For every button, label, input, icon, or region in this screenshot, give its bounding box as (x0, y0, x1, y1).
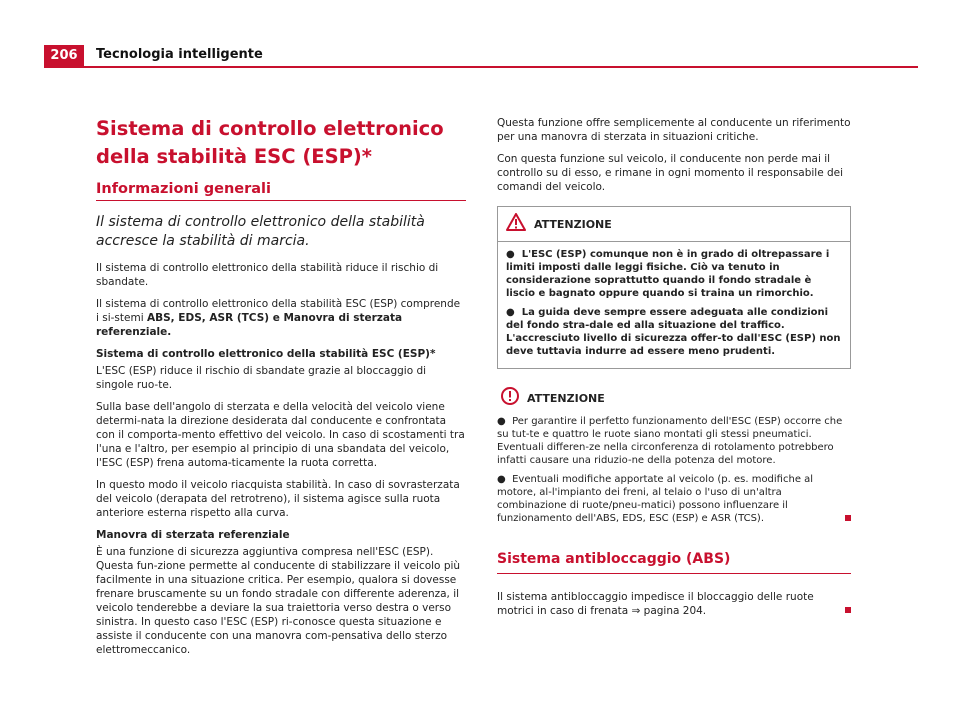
caution-item: ● Per garantire il perfetto funzionamento dell'ESC (ESP) occorre che su tut-te e quattro le ruote siano montati gli stessi pneumatici. Eventuali differen-ze nella circonferenza di rotolamento potrebbero infatti causare una riduzio-ne della potenza del motore. (497, 416, 843, 466)
caution-header (497, 387, 851, 409)
chapter-title: Sistema di controllo elettronico della stabilità ESC (ESP)* (96, 117, 444, 168)
warning-box (497, 206, 851, 369)
paragraph: Sulla base dell'angolo di sterzata e della velocità del veicolo viene determi-nata la direzione desiderata dal conducente e confrontata con il comporta-mento effettivo del veicolo. In caso di scostamenti tra l'una e l'altro, per esempio al principio di una sbandata del veicolo, l'ESC (ESP) frena automa-ticamente la ruota corretta. (96, 401, 465, 469)
warning-header (498, 207, 850, 242)
paragraph: È una funzione di sicurezza aggiuntiva compresa nell'ESC (ESP). Questa fun-zione permette al conducente di stabilizzare il veicolo più facilmente in una situazione critica. Per esempio, qualora si dovesse frenare bruscamente su un fondo stradale con differente aderenza, il veicolo tenderebbe a deviare la sua traiettoria verso destra o verso sinistra. In questo caso l'ESC (ESP) ri-conosce questa situazione e assiste il conducente con una manovra com-pensativa dello sterzo elettromeccanico. (96, 546, 461, 656)
header-rule (44, 66, 918, 68)
paragraph: Il sistema antibloccaggio impedisce il bloccaggio delle ruote motrici in caso di frenata ⇒ pagina 204. (497, 590, 851, 618)
section-heading: Informazioni generali (96, 181, 466, 201)
warning-triangle-icon (506, 213, 526, 235)
section-end-marker (845, 515, 851, 521)
warning-item: ● L'ESC (ESP) comunque non è in grado di oltrepassare i limiti imposti dalle leggi fisiche. Ciò va tenuto in considerazione soprattutto quando il fondo stradale è liscio e bagnato oppure quando si traina un rimorchio. (506, 249, 830, 299)
running-header-title: Tecnologia intelligente (96, 47, 263, 62)
page-number: 206 (44, 45, 84, 67)
paragraph: Il sistema di controllo elettronico della stabilità ESC (ESP) comprende i si-stemi ABS, EDS, ASR (TCS) e Manovra di sterzata referenziale. (96, 298, 461, 338)
paragraph: Questa funzione offre semplicemente al conducente un riferimento per una manovra di sterzata in situazioni critiche. (497, 117, 851, 143)
warning-title: ATTENZIONE (534, 217, 612, 231)
abs-section-heading: Sistema antibloccaggio (ABS) (497, 551, 851, 574)
caution-circle-icon (501, 387, 519, 409)
paragraph: L'ESC (ESP) riduce il rischio di sbandate grazie al bloccaggio di singole ruo-te. (96, 365, 427, 391)
right-column (497, 116, 851, 626)
warning-body (498, 242, 850, 368)
paragraph: Il sistema di controllo elettronico della stabilità riduce il rischio di sbandate. (96, 262, 439, 288)
subheading: Sistema di controllo elettronico della stabilità ESC (ESP)* (96, 348, 436, 360)
warning-item: ● La guida deve sempre essere adeguata alle condizioni del fondo stra-dale ed alla situazione del traffico. L'accresciuto livello di sicurezza offer-to dall'ESC (ESP) non deve tuttavia indurre ad essere meno prudenti. (506, 307, 841, 357)
caution-item: ● Eventuali modifiche apportate al veicolo (p. es. modifiche al motore, al-l'impianto dei freni, al telaio o l'uso di un'altra combinazione di ruote/pneu-matici) possono influenzare il funzionamento dell'ABS, EDS, ESC (ESP) e ASR (TCS). (497, 473, 851, 525)
caution-block (497, 387, 851, 525)
lead-paragraph: Il sistema di controllo elettronico della stabilità accresce la stabilità di marcia. (96, 214, 425, 249)
paragraph: In questo modo il veicolo riacquista stabilità. In caso di sovrasterzata del veicolo (derapata del retrotreno), il sistema agisce sulla ruota anteriore esterna rispetto alla curva. (96, 479, 460, 519)
subheading: Manovra di sterzata referenziale (96, 529, 290, 541)
section-end-marker (845, 607, 851, 613)
paragraph: Con questa funzione sul veicolo, il conducente non perde mai il controllo su di esso, e rimane in ogni momento il responsabile dei comandi del veicolo. (497, 153, 844, 193)
caution-title: ATTENZIONE (527, 391, 605, 405)
left-column (96, 115, 466, 665)
